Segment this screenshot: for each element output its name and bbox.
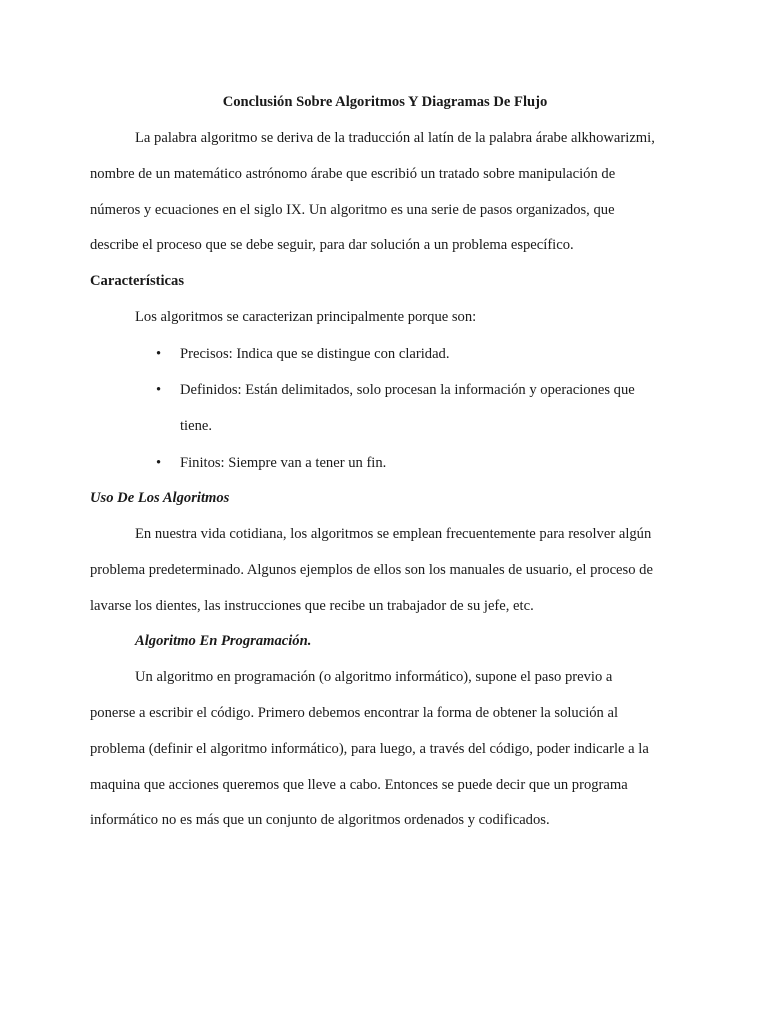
document-page <box>90 0 680 1024</box>
heading-programacion: Algoritmo En Programación. <box>135 633 312 649</box>
programacion-line-1: Un algoritmo en programación (o algoritmo informático), supone el paso previo a <box>135 669 613 685</box>
uso-line-3: lavarse los dientes, las instrucciones que recibe un trabajador de su jefe, etc. <box>90 598 534 614</box>
bullet-marker: • <box>156 382 162 398</box>
bullet-marker: • <box>156 455 162 471</box>
uso-line-1: En nuestra vida cotidiana, los algoritmos se emplean frecuentemente para resolver algún <box>135 526 652 542</box>
bullet-item-definidos: Definidos: Están delimitados, solo procesan la información y operaciones que <box>180 382 635 398</box>
caracteristicas-intro: Los algoritmos se caracterizan principalmente porque son: <box>135 309 477 325</box>
heading-uso: Uso De Los Algoritmos <box>90 490 230 506</box>
programacion-line-3: problema (definir el algoritmo informático), para luego, a través del código, poder indicarle a la <box>90 741 649 757</box>
document-title: Conclusión Sobre Algoritmos Y Diagramas De Flujo <box>222 94 548 110</box>
uso-line-2: problema predeterminado. Algunos ejemplos de ellos son los manuales de usuario, el proceso de <box>90 562 653 578</box>
intro-line-1: La palabra algoritmo se deriva de la traducción al latín de la palabra árabe alkhowarizmi, <box>135 130 655 146</box>
intro-line-2: nombre de un matemático astrónomo árabe que escribió un tratado sobre manipulación de <box>90 166 616 182</box>
heading-caracteristicas: Características <box>90 273 185 289</box>
programacion-line-2: ponerse a escribir el código. Primero debemos encontrar la forma de obtener la solución al <box>90 705 619 721</box>
bullet-item-finitos: Finitos: Siempre van a tener un fin. <box>180 455 387 471</box>
programacion-line-5: informático no es más que un conjunto de algoritmos ordenados y codificados. <box>90 812 550 828</box>
bullet-marker: • <box>156 346 162 362</box>
bullet-item-definidos-cont: tiene. <box>180 418 213 434</box>
intro-line-3: números y ecuaciones en el siglo IX. Un algoritmo es una serie de pasos organizados, que <box>90 202 615 218</box>
programacion-line-4: maquina que acciones queremos que lleve a cabo. Entonces se puede decir que un programa <box>90 777 628 793</box>
intro-line-4: describe el proceso que se debe seguir, para dar solución a un problema específico. <box>90 237 574 253</box>
bullet-item-precisos: Precisos: Indica que se distingue con claridad. <box>180 346 450 362</box>
